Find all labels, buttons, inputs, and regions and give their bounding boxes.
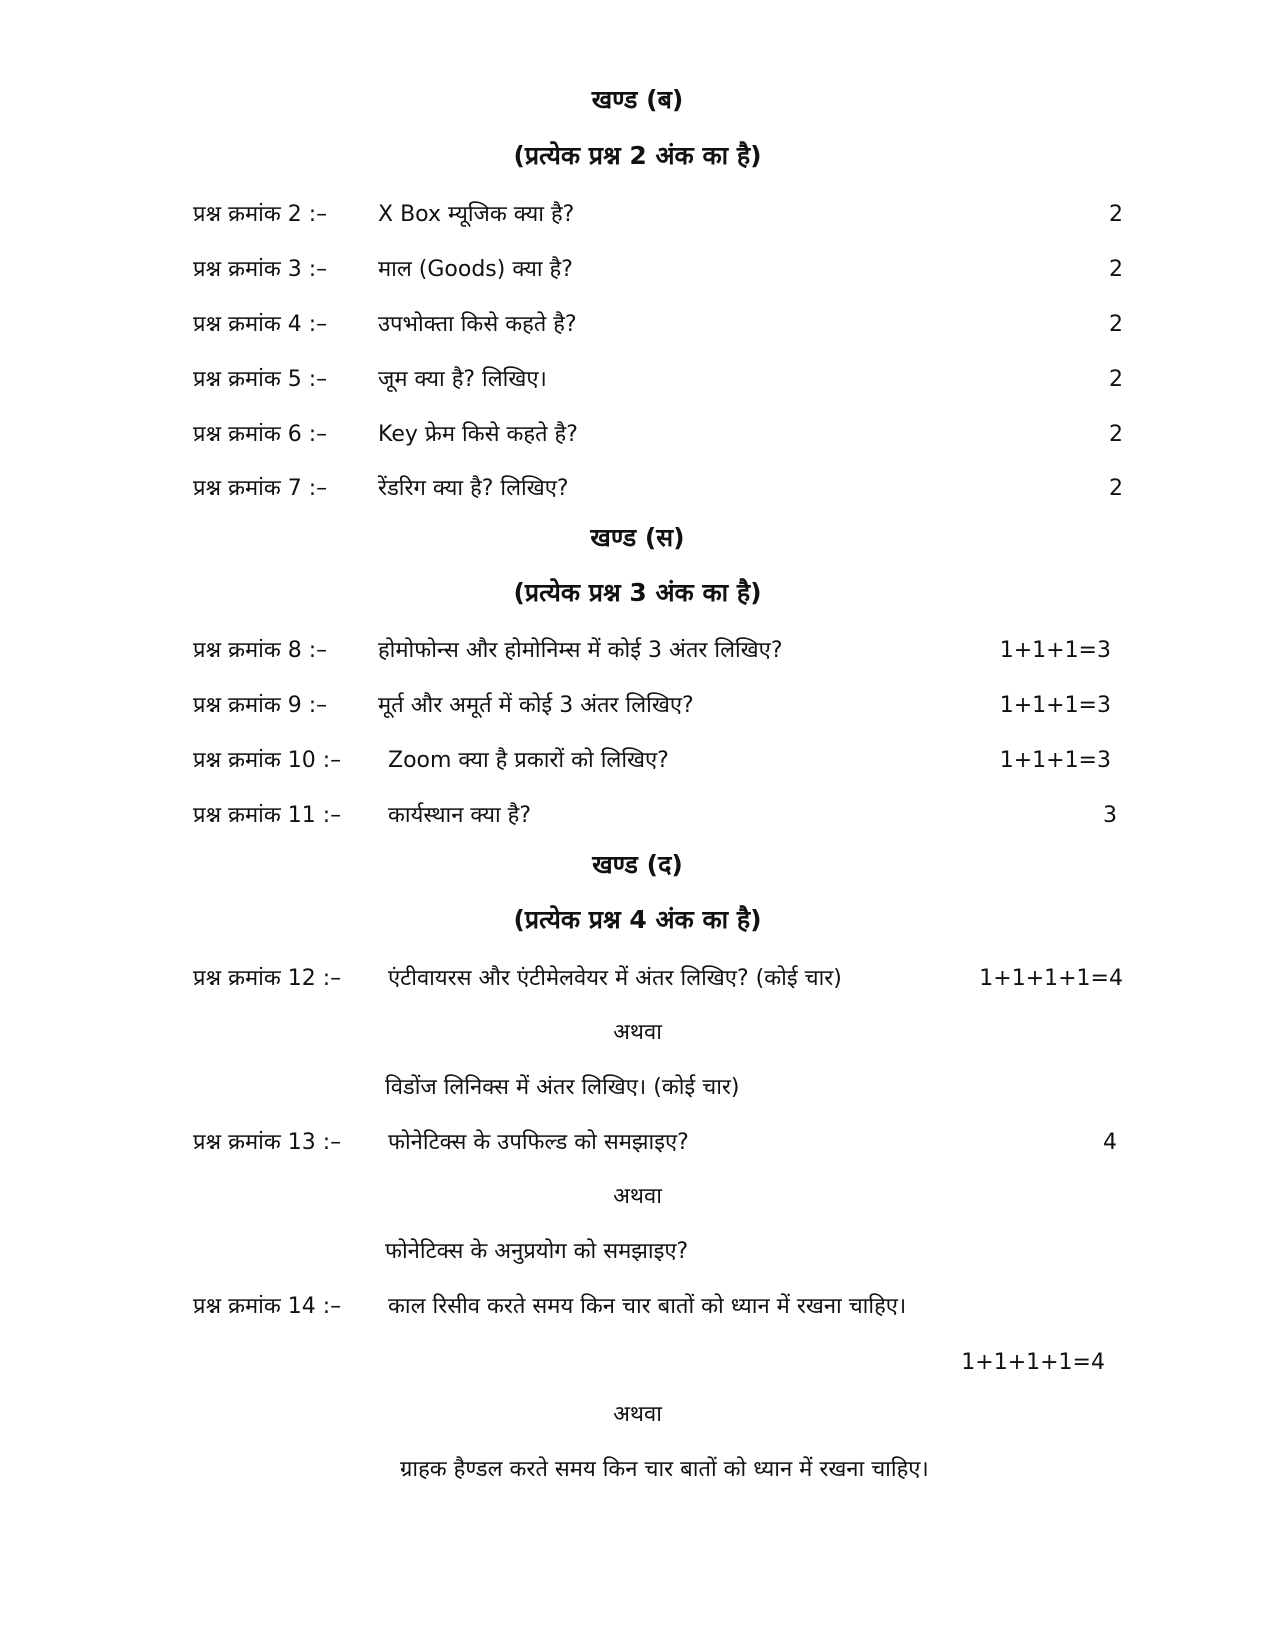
or-label: अथवा — [613, 1402, 662, 1427]
question-marks: 1+1+1=3 — [999, 748, 1111, 773]
question-number: प्रश्न क्रमांक 11 :– — [193, 803, 342, 828]
question-text: जूम क्या है? लिखिए। — [378, 367, 547, 392]
alternate-question-13: फोनेटिक्स के अनुप्रयोग को समझाइए? — [385, 1239, 689, 1264]
question-11 — [193, 799, 1123, 833]
question-5 — [193, 363, 1123, 397]
question-marks: 2 — [1109, 202, 1123, 227]
question-number: प्रश्न क्रमांक 9 :– — [193, 693, 328, 718]
question-8 — [193, 634, 1123, 668]
question-7 — [193, 472, 1123, 506]
section-d-subtitle: (प्रत्येक प्रश्न 4 अंक का है) — [513, 905, 762, 934]
question-marks: 2 — [1109, 257, 1123, 282]
question-12 — [193, 962, 1123, 996]
question-number: प्रश्न क्रमांक 4 :– — [193, 312, 328, 337]
question-number: प्रश्न क्रमांक 7 :– — [193, 476, 328, 501]
question-text: एंटीवायरस और एंटीमेलवेयर में अंतर लिखिए? (कोई चार) — [388, 966, 842, 991]
alternate-question-14: ग्राहक हैण्डल करते समय किन चार बातों को ध्यान में रखना चाहिए। — [400, 1457, 929, 1482]
question-number: प्रश्न क्रमांक 3 :– — [193, 257, 328, 282]
question-text: होमोफोन्स और होमोनिम्स में कोई 3 अंतर लिखिए? — [378, 638, 783, 663]
question-6 — [193, 418, 1123, 452]
question-marks: 4 — [1103, 1130, 1117, 1155]
or-label: अथवा — [613, 1020, 662, 1045]
question-text: उपभोक्ता किसे कहते है? — [378, 312, 577, 337]
question-3 — [193, 253, 1123, 287]
question-text: Zoom क्या है प्रकारों को लिखिए? — [388, 748, 669, 773]
question-text: फोनेटिक्स के उपफिल्ड को समझाइए? — [388, 1130, 689, 1155]
question-text: रेंडरिग क्या है? लिखिए? — [378, 476, 569, 501]
question-4 — [193, 308, 1123, 342]
question-number: प्रश्न क्रमांक 14 :– — [193, 1294, 342, 1319]
section-b-subtitle: (प्रत्येक प्रश्न 2 अंक का है) — [513, 141, 762, 170]
section-c-title: खण्ड (स) — [590, 523, 685, 552]
question-number: प्रश्न क्रमांक 10 :– — [193, 748, 342, 773]
question-marks: 3 — [1103, 803, 1117, 828]
question-13 — [193, 1126, 1123, 1160]
question-number: प्रश्न क्रमांक 6 :– — [193, 422, 328, 447]
or-label: अथवा — [613, 1184, 662, 1209]
question-marks: 2 — [1109, 367, 1123, 392]
question-2 — [193, 198, 1123, 232]
section-d-title: खण्ड (द) — [592, 850, 683, 879]
question-text: कार्यस्थान क्या है? — [388, 803, 532, 828]
alternate-question-12: विडोंज लिनिक्स में अंतर लिखिए। (कोई चार) — [385, 1075, 740, 1100]
question-marks: 1+1+1+1=4 — [979, 966, 1123, 991]
question-14 — [193, 1290, 1123, 1324]
question-number: प्रश्न क्रमांक 12 :– — [193, 966, 342, 991]
section-c-subtitle: (प्रत्येक प्रश्न 3 अंक का है) — [513, 578, 762, 607]
question-text: Key फ्रेम किसे कहते है? — [378, 422, 578, 447]
question-marks: 2 — [1109, 312, 1123, 337]
question-9 — [193, 689, 1123, 723]
question-text: माल (Goods) क्या है? — [378, 257, 573, 282]
question-10 — [193, 744, 1123, 778]
question-number: प्रश्न क्रमांक 5 :– — [193, 367, 328, 392]
question-marks: 1+1+1=3 — [999, 638, 1111, 663]
question-number: प्रश्न क्रमांक 13 :– — [193, 1130, 342, 1155]
question-marks: 2 — [1109, 422, 1123, 447]
question-text: मूर्त और अमूर्त में कोई 3 अंतर लिखिए? — [378, 693, 694, 718]
question-text: X Box म्यूजिक क्या है? — [378, 202, 575, 227]
section-b-title: खण्ड (ब) — [591, 85, 684, 114]
question-number: प्रश्न क्रमांक 2 :– — [193, 202, 328, 227]
question-number: प्रश्न क्रमांक 8 :– — [193, 638, 328, 663]
question-14-marks: 1+1+1+1=4 — [961, 1350, 1105, 1375]
question-marks: 2 — [1109, 476, 1123, 501]
question-marks: 1+1+1=3 — [999, 693, 1111, 718]
question-text: काल रिसीव करते समय किन चार बातों को ध्यान में रखना चाहिए। — [388, 1294, 907, 1319]
